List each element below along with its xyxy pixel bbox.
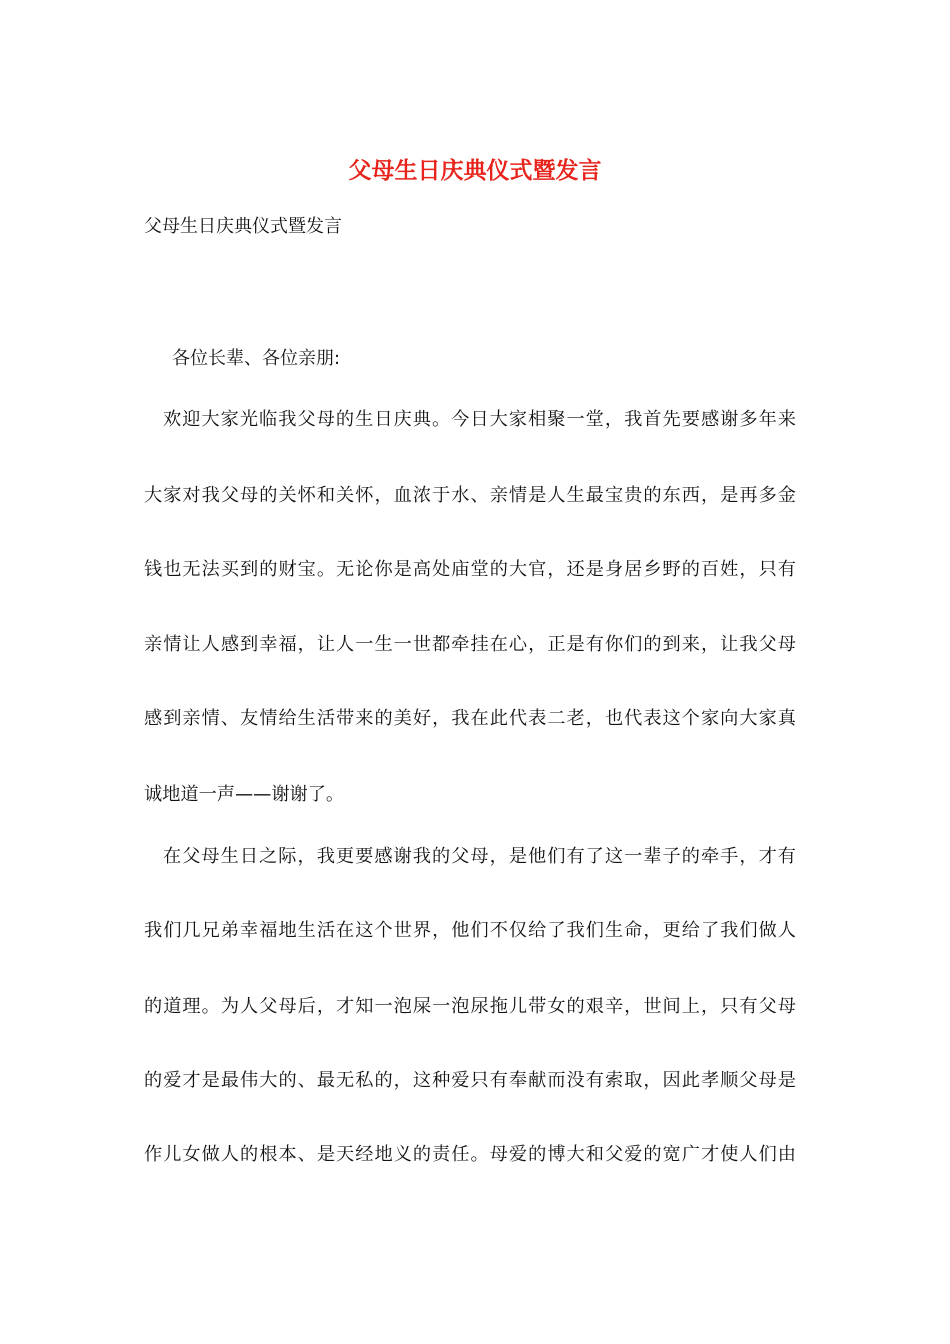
paragraph-2-line-5: 作儿女做人的根本、是天经地义的责任。母爱的博大和父爱的宽广才使人们由 [144, 1144, 796, 1165]
paragraph-1-line-5: 感到亲情、友情给生活带来的美好，我在此代表二老，也代表这个家向大家真 [144, 708, 796, 729]
paragraph-2-line-4: 的爱才是最伟大的、最无私的，这种爱只有奉献而没有索取，因此孝顺父母是 [144, 1070, 796, 1091]
paragraph-1-line-4: 亲情让人感到幸福，让人一生一世都牵挂在心，正是有你们的到来，让我父母 [144, 634, 796, 655]
paragraph-1-line-2: 大家对我父母的关怀和关怀，血浓于水、亲情是人生最宝贵的东西，是再多金 [144, 485, 796, 506]
paragraph-1-line-3: 钱也无法买到的财宝。无论你是高处庙堂的大官，还是身居乡野的百姓，只有 [144, 559, 796, 580]
paragraph-2-line-1: 在父母生日之际，我更要感谢我的父母，是他们有了这一辈子的牵手，才有 [163, 846, 796, 867]
paragraph-1-line-6: 诚地道一声——谢谢了。 [144, 784, 345, 805]
paragraph-1-line-1: 欢迎大家光临我父母的生日庆典。今日大家相聚一堂，我首先要感谢多年来 [163, 409, 796, 430]
paragraph-2-line-3: 的道理。为人父母后，才知一泡屎一泡尿拖儿带女的艰辛，世间上，只有父母 [144, 996, 796, 1017]
greeting-line: 各位长辈、各位亲朋: [172, 348, 341, 369]
document-subtitle: 父母生日庆典仪式暨发言 [144, 216, 342, 237]
paragraph-2-line-2: 我们几兄弟幸福地生活在这个世界，他们不仅给了我们生命，更给了我们做人 [144, 920, 796, 941]
document-title: 父母生日庆典仪式暨发言 [348, 157, 602, 184]
